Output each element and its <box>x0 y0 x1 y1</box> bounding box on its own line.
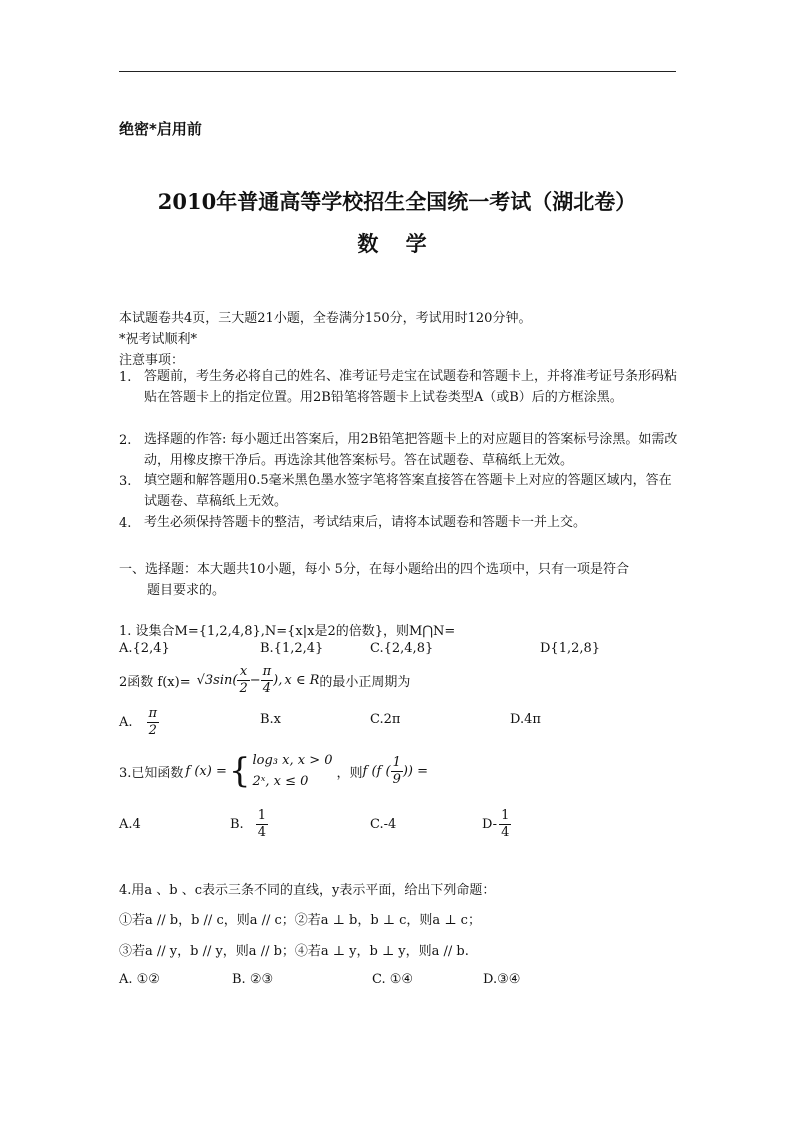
domain-condition: x ∈ R <box>284 672 320 688</box>
fraction-pi-over-2 <box>147 706 160 739</box>
fraction-pi-over-4 <box>261 664 274 697</box>
case-one: log₃ x, x > 0 <box>252 753 333 768</box>
q2-suffix: 的最小正周期为 <box>319 674 411 690</box>
q4-option-a: A. ①② <box>119 972 160 987</box>
subject-title: 数 学 <box>357 231 437 256</box>
q2-option-d: D.4π <box>510 712 541 727</box>
piecewise-cases <box>253 750 333 792</box>
numerator: x <box>237 664 249 681</box>
section-heading-cont: 题目要求的。 <box>147 583 226 598</box>
q1-option-a: A.{2,4} <box>119 641 170 656</box>
question-4-stem: 4.用a 、b 、c表示三条不同的直线，y表示平面，给出下列命题： <box>119 883 496 898</box>
fraction-1-over-9 <box>391 755 403 788</box>
q3-option-b <box>230 804 268 844</box>
denominator: 2 <box>148 722 157 738</box>
denominator: 2 <box>239 680 248 696</box>
note-number: 2. <box>119 433 132 448</box>
q3-option-a: A.4 <box>119 817 141 832</box>
function-f: f (x) = <box>185 763 227 779</box>
notes-label: 注意事项： <box>119 353 185 368</box>
q3-prefix: 3.已知函数 <box>119 765 184 781</box>
confidential-label: 绝密*启用前 <box>119 120 202 138</box>
q4-option-b: B. ②③ <box>232 972 274 987</box>
denominator: 9 <box>392 771 401 787</box>
note-number: 3. <box>119 474 132 489</box>
note-number: 4. <box>119 516 132 531</box>
close-paren: ), <box>273 672 283 688</box>
numerator: 1 <box>257 807 266 823</box>
then-text: ，则 <box>336 765 363 781</box>
intro-line: 本试题卷共4页，三大题21小题，全卷满分150分，考试用时120分钟。 <box>119 311 532 326</box>
question-4-propositions-1: ①若a // b，b // c，则a // c；②若a ⊥ b，b ⊥ c，则a ⊥ c； <box>119 913 481 928</box>
option-label: B. <box>230 816 244 832</box>
q4-option-d: D.③④ <box>483 972 521 987</box>
option-label: D- <box>482 816 498 832</box>
q3-option-c: C.-4 <box>370 817 397 832</box>
note-text: 填空题和解答题用0.5毫米黑色墨水签字笔将答案直接答在答题卡上对应的答题区域内，答在试题卷、草稿纸上无效。 <box>144 473 672 509</box>
q2-option-c: C.2π <box>370 712 401 727</box>
q2-option-a <box>119 702 159 742</box>
exam-title: 2010年普通高等学校招生全国统一考试（湖北卷） <box>157 189 637 214</box>
note-text: 答题前，考生务必将自己的姓名、准考证号走宝在试题卷和答题卡上，并将准考证号条形码粘贴在答题卡上的指定位置。用2B铅笔将答题卡上试卷类型A（或B）后的方框涂黑。 <box>144 369 678 405</box>
note-number: 1. <box>119 370 132 385</box>
q3-option-d <box>482 804 511 844</box>
note-text: 考生必须保持答题卡的整洁，考试结束后，请将本试题卷和答题卡一并上交。 <box>144 515 587 530</box>
numerator: 1 <box>392 754 401 770</box>
fraction-x-over-2 <box>237 664 249 697</box>
q1-option-d: D{1,2,8} <box>540 641 601 656</box>
numerator: π <box>148 705 158 721</box>
numerator: 1 <box>501 807 510 823</box>
good-luck-line: *祝考试顺利* <box>119 332 198 347</box>
fraction-1-over-4 <box>256 808 268 841</box>
q2-prefix: 2函数 f(x)= <box>119 674 191 690</box>
q2-option-b: B.x <box>260 712 282 727</box>
denominator: 4 <box>262 680 272 696</box>
brace-icon: { <box>228 751 251 791</box>
numerator: π <box>262 663 272 679</box>
denominator: 4 <box>257 824 266 840</box>
case-two: 2ˣ, x ≤ 0 <box>252 774 309 789</box>
question-4-propositions-2: ③若a // y，b // y，则a // b；④若a ⊥ y，b ⊥ y，则a // b. <box>119 944 469 959</box>
section-heading: 一、选择题：本大题共10小题，每小 5分，在每小题给出的四个选项中，只有一项是符合 <box>119 562 629 577</box>
q4-option-c: C. ①④ <box>372 972 414 987</box>
sin-function: sin( <box>213 672 238 688</box>
composite-expr: f (f ( <box>362 763 391 779</box>
question-2-stem <box>119 662 410 698</box>
denominator: 4 <box>501 824 510 840</box>
fraction-1-over-4 <box>499 808 511 841</box>
question-3-stem <box>119 748 428 794</box>
question-1-stem: 1. 设集合M={1,2,4,8},N={x|x是2的倍数}，则M⋂N= <box>119 624 456 639</box>
q1-option-b: B.{1,2,4} <box>260 641 324 656</box>
minus-sign: − <box>249 672 261 688</box>
option-label: A. <box>119 714 133 730</box>
sqrt-3: √3 <box>196 672 214 688</box>
composite-expr-tail: )) = <box>402 763 429 779</box>
note-text: 选择题的作答: 每小题迁出答案后，用2B铅笔把答题卡上的对应题目的答案标号涂黑。如需改动，用橡皮擦干净后。再选涂其他答案标号。答在试题卷、草稿纸上无效。 <box>144 432 678 468</box>
q1-option-c: C.{2,4,8} <box>370 641 434 656</box>
header-rule <box>119 71 676 72</box>
